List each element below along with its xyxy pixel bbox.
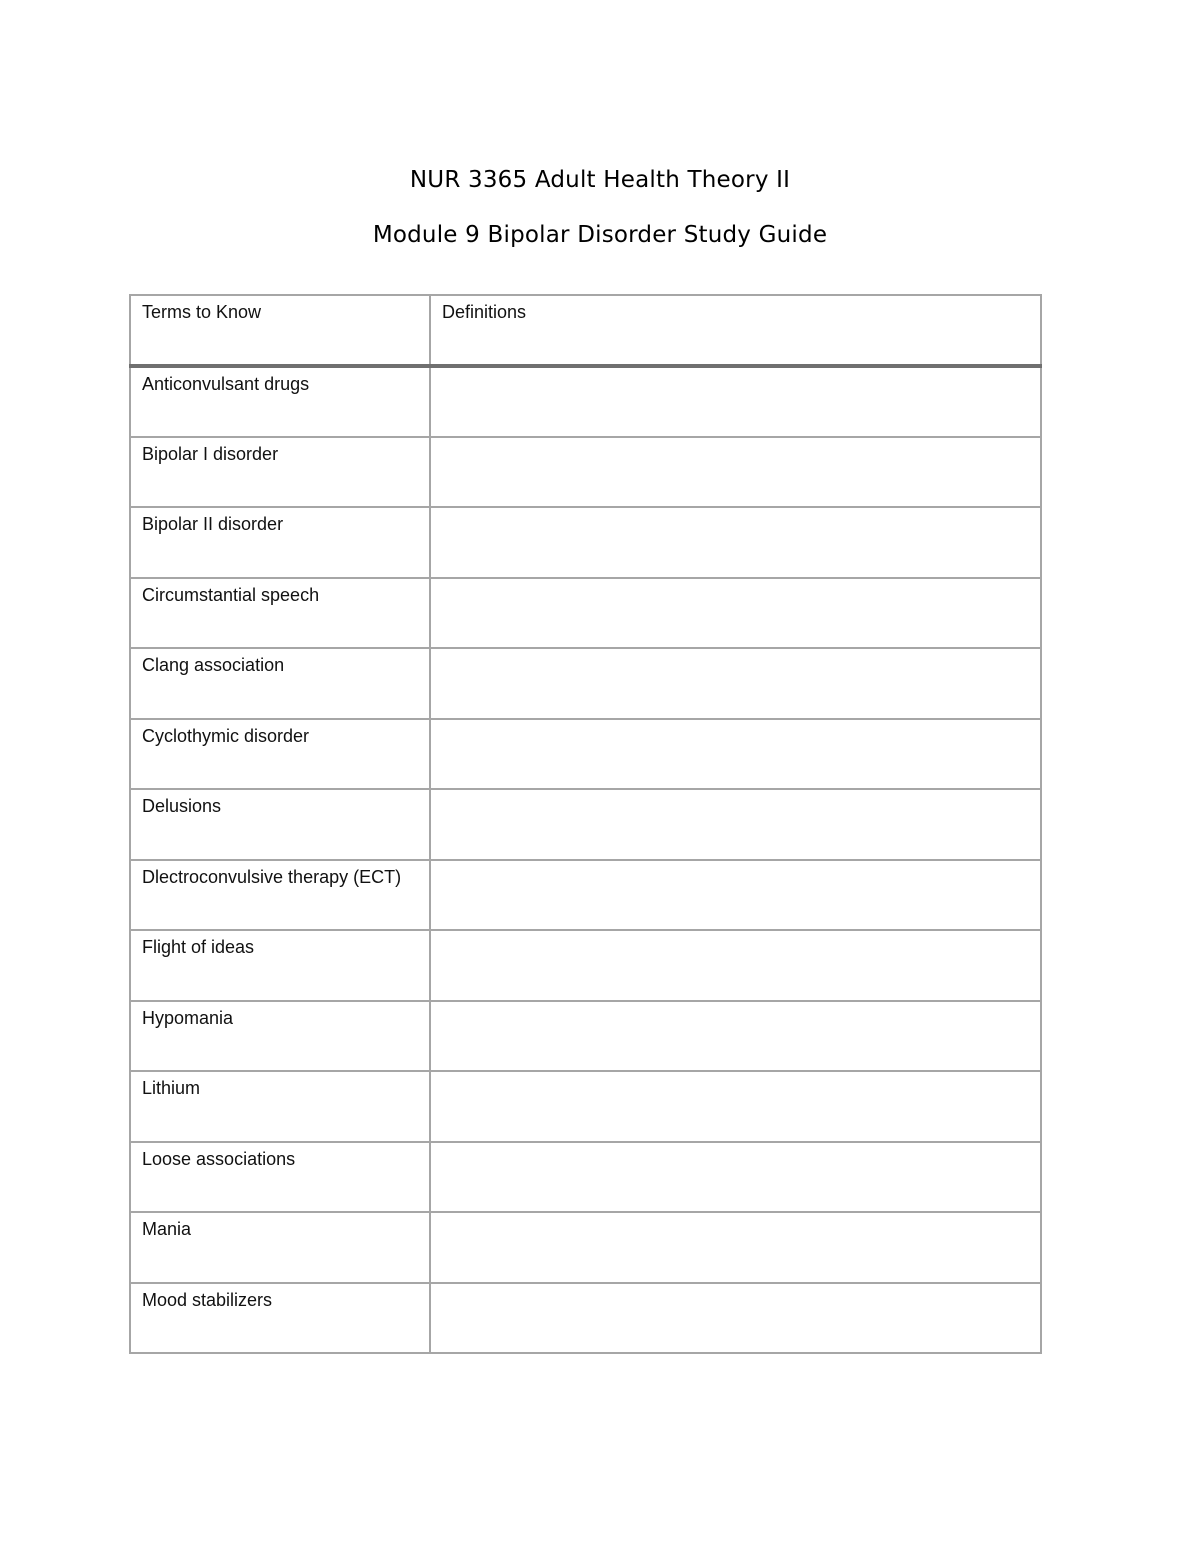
table-row [130,930,1041,1001]
term-cell: Anticonvulsant drugs [130,366,430,437]
term-cell: Hypomania [130,1001,430,1072]
table-row [130,1071,1041,1142]
definition-cell [430,578,1041,649]
table-row [130,578,1041,649]
definition-cell [430,507,1041,578]
definition-cell [430,719,1041,790]
term-cell: Bipolar II disorder [130,507,430,578]
term-cell: Bipolar I disorder [130,437,430,508]
definition-cell [430,366,1041,437]
definition-cell [430,860,1041,931]
definition-cell [430,1283,1041,1354]
term-cell: Delusions [130,789,430,860]
term-cell: Flight of ideas [130,930,430,1001]
table-row [130,1283,1041,1354]
term-cell: Dlectroconvulsive therapy (ECT) [130,860,430,931]
definition-cell [430,1071,1041,1142]
definition-cell [430,1001,1041,1072]
terms-table [129,294,1042,1354]
table-row [130,860,1041,931]
definition-cell [430,1142,1041,1213]
table-row [130,789,1041,860]
term-cell: Loose associations [130,1142,430,1213]
definition-cell [430,930,1041,1001]
table-header-row [130,295,1041,366]
table-row [130,648,1041,719]
table-row [130,719,1041,790]
term-cell: Clang association [130,648,430,719]
definition-cell [430,1212,1041,1283]
document-subtitle: Module 9 Bipolar Disorder Study Guide [372,222,828,248]
table-row [130,1142,1041,1213]
term-cell: Lithium [130,1071,430,1142]
table-row [130,507,1041,578]
table-row [130,437,1041,508]
term-cell: Circumstantial speech [130,578,430,649]
term-cell: Cyclothymic disorder [130,719,430,790]
table-row [130,1212,1041,1283]
definition-cell [430,437,1041,508]
document-title: NUR 3365 Adult Health Theory II [409,167,791,193]
table-row [130,366,1041,437]
table-row [130,1001,1041,1072]
definitions-column-header: Definitions [430,295,1041,366]
term-cell: Mood stabilizers [130,1283,430,1354]
term-cell: Mania [130,1212,430,1283]
definition-cell [430,648,1041,719]
terms-column-header: Terms to Know [130,295,430,366]
definition-cell [430,789,1041,860]
